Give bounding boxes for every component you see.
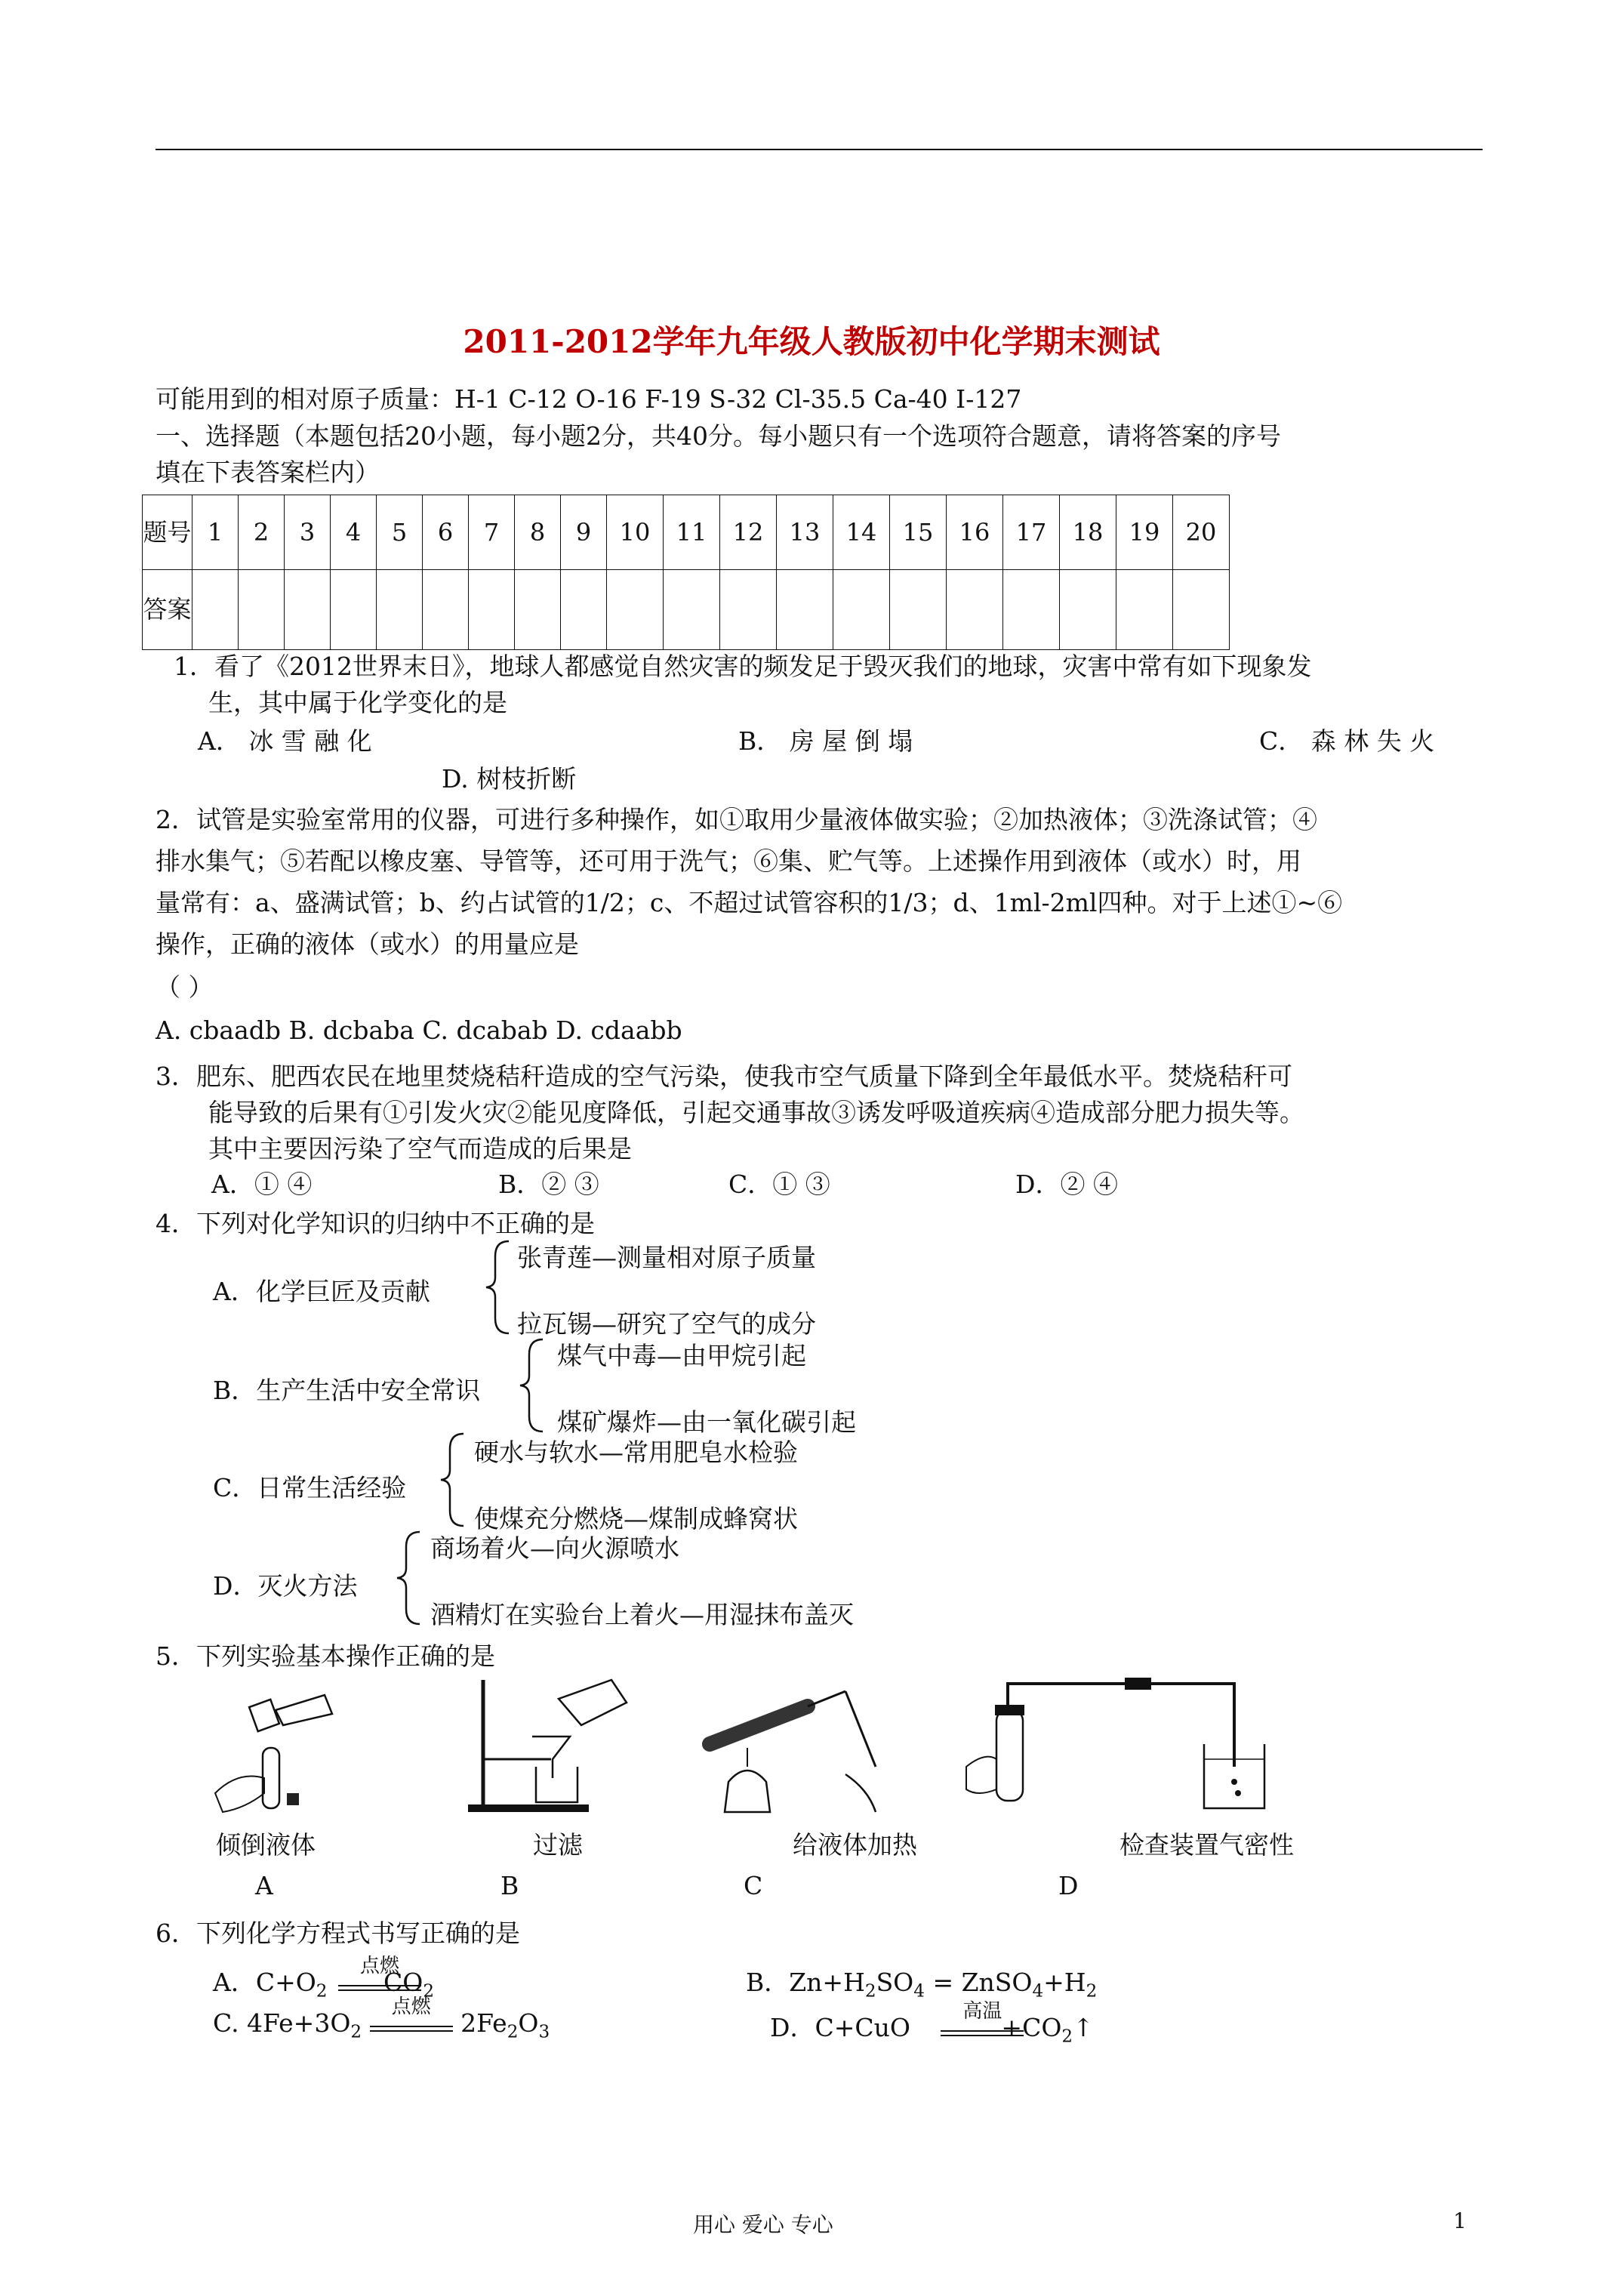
q5-letter-c: C bbox=[744, 1871, 763, 1900]
answer-cell[interactable] bbox=[423, 570, 469, 650]
q5-caption-c: 给液体加热 bbox=[793, 1830, 917, 1860]
q4-option-d-label: D．灭火方法 bbox=[213, 1571, 358, 1601]
q6-option-d: D．C+CuO 高温 $+CO_2↑$ bbox=[770, 2008, 1094, 2047]
q3-stem-cont: 其中主要因污染了空气而造成的后果是 bbox=[208, 1134, 632, 1163]
answer-cell[interactable] bbox=[1173, 570, 1230, 650]
q5-caption-a: 倾倒液体 bbox=[216, 1830, 316, 1860]
footer-slogan: 用心 爱心 专心 bbox=[693, 2212, 833, 2237]
q5-letter-b: B bbox=[500, 1871, 519, 1900]
question-number: 10 bbox=[607, 495, 664, 570]
question-number: 5 bbox=[377, 495, 423, 570]
airtightness-check-figure bbox=[962, 1676, 1280, 1820]
q5-caption-b: 过滤 bbox=[533, 1830, 583, 1860]
answer-cell[interactable] bbox=[947, 570, 1003, 650]
question-number: 15 bbox=[890, 495, 947, 570]
pouring-liquid-figure bbox=[192, 1680, 343, 1816]
q4-option-a-label: A．化学巨匠及贡献 bbox=[213, 1277, 430, 1306]
q1-stem: 1．看了《2012世界末日》，地球人都感觉自然灾害的频发足于毁灭我们的地球，灾害中常有如下现象发 bbox=[174, 652, 1312, 681]
q1-option-b: B． 房 屋 倒 塌 bbox=[738, 726, 913, 756]
question-number: 14 bbox=[833, 495, 890, 570]
filtration-figure bbox=[468, 1672, 642, 1816]
q1-option-a: A． 冰 雪 融 化 bbox=[198, 726, 372, 756]
q5-caption-d: 检查装置气密性 bbox=[1119, 1830, 1294, 1860]
q4-option-a-item1: 张青莲—测量相对原子质量 bbox=[517, 1243, 816, 1272]
answer-cell[interactable] bbox=[377, 570, 423, 650]
header-rule bbox=[156, 149, 1483, 150]
answer-cell[interactable] bbox=[1060, 570, 1116, 650]
q1-stem-cont: 生，其中属于化学变化的是 bbox=[208, 688, 507, 717]
q4-option-c-item2: 使煤充分燃烧—煤制成蜂窝状 bbox=[474, 1504, 798, 1533]
q1-option-c: C． 森 林 失 火 bbox=[1259, 726, 1435, 756]
answer-cell[interactable] bbox=[890, 570, 947, 650]
section1-instruction-cont: 填在下表答案栏内） bbox=[156, 458, 380, 487]
q6-stem: 6．下列化学方程式书写正确的是 bbox=[156, 1918, 520, 1948]
question-number: 7 bbox=[469, 495, 515, 570]
q4-option-d-item1: 商场着火—向火源喷水 bbox=[430, 1533, 679, 1563]
question-number: 9 bbox=[561, 495, 607, 570]
question-number: 3 bbox=[285, 495, 331, 570]
answer-table bbox=[142, 495, 1230, 650]
answer-cell[interactable] bbox=[1116, 570, 1173, 650]
brace-icon bbox=[438, 1431, 468, 1529]
row-header-number: 题号 bbox=[143, 495, 192, 570]
q4-option-a-item2: 拉瓦锡—研究了空气的成分 bbox=[517, 1309, 816, 1339]
question-number: 17 bbox=[1003, 495, 1060, 570]
q3-stem-cont: 能导致的后果有①引发火灾②能见度降低，引起交通事故③诱发呼吸道疾病④造成部分肥力损失等。 bbox=[208, 1098, 1304, 1127]
answer-cell[interactable] bbox=[1003, 570, 1060, 650]
q3-option-d: D．② ④ bbox=[1015, 1170, 1118, 1199]
q5-letter-a: A bbox=[255, 1871, 273, 1900]
q6-option-c: C. $4Fe+3O_2$ 点燃 $2Fe_2O_3$ bbox=[213, 2008, 550, 2042]
page-title: 2011-2012学年九年级人教版初中化学期末测试 bbox=[463, 323, 1160, 360]
question-number: 11 bbox=[664, 495, 720, 570]
q4-option-d-item2: 酒精灯在实验台上着火—用湿抹布盖灭 bbox=[430, 1600, 854, 1629]
q1-option-d: D. 树枝折断 bbox=[442, 764, 577, 794]
question-number: 8 bbox=[515, 495, 561, 570]
q6-option-b: B．$Zn+H_2SO_4$ = $ZnSO_4+H_2$ bbox=[746, 1968, 1098, 2002]
q4-option-c-item1: 硬水与软水—常用肥皂水检验 bbox=[474, 1438, 798, 1467]
q4-option-b-item1: 煤气中毒—由甲烷引起 bbox=[557, 1341, 806, 1370]
answer-cell[interactable] bbox=[239, 570, 285, 650]
q2-stem-cont: 排水集气；⑤若配以橡皮塞、导管等，还可用于洗气；⑥集、贮气等。上述操作用到液体（或水）时，用 bbox=[156, 846, 1301, 876]
question-number: 16 bbox=[947, 495, 1003, 570]
reaction-condition: 点燃 bbox=[391, 1996, 431, 2018]
section1-instruction: 一、选择题（本题包括20小题，每小题2分，共40分。每小题只有一个选项符合题意，请将答案的序号 bbox=[156, 421, 1281, 451]
reaction-condition: 点燃 bbox=[359, 1955, 399, 1977]
q6-option-a: A．$C+O_2$ 点燃 $CO_2$ bbox=[213, 1963, 434, 2002]
brace-icon bbox=[394, 1529, 424, 1627]
answer-cell[interactable] bbox=[607, 570, 664, 650]
page-number: 1 bbox=[1453, 2208, 1467, 2233]
q2-stem-cont: 操作，正确的液体（或水）的用量应是 bbox=[156, 929, 579, 959]
q4-option-c-label: C．日常生活经验 bbox=[213, 1473, 407, 1502]
q3-option-a: A．① ④ bbox=[211, 1170, 313, 1199]
q2-stem-cont: 量常有：a、盛满试管；b、约占试管的1/2；c、不超过试管容积的1/3；d、1ml-2ml四种。对于上述①~⑥ bbox=[156, 888, 1343, 917]
q4-option-b-item2: 煤矿爆炸—由一氧化碳引起 bbox=[557, 1407, 856, 1437]
answer-cell[interactable] bbox=[561, 570, 607, 650]
answer-cell[interactable] bbox=[833, 570, 890, 650]
heating-liquid-figure bbox=[694, 1676, 891, 1820]
row-header-answer: 答案 bbox=[143, 570, 192, 650]
atomic-mass-line: 可能用到的相对原子质量：H-1 C-12 O-16 F-19 S-32 Cl-35.5 Ca-40 I-127 bbox=[156, 384, 1022, 414]
answer-cell[interactable] bbox=[285, 570, 331, 650]
question-number: 20 bbox=[1173, 495, 1230, 570]
q5-stem: 5．下列实验基本操作正确的是 bbox=[156, 1641, 495, 1671]
brace-icon bbox=[483, 1238, 513, 1336]
table-row-numbers bbox=[143, 495, 1230, 570]
question-number: 6 bbox=[423, 495, 469, 570]
q5-letter-d: D bbox=[1058, 1871, 1079, 1900]
answer-cell[interactable] bbox=[720, 570, 777, 650]
answer-cell[interactable] bbox=[777, 570, 833, 650]
gas-arrow-icon: ↑ bbox=[1073, 2013, 1094, 2042]
brace-icon bbox=[517, 1336, 547, 1435]
answer-cell[interactable] bbox=[331, 570, 377, 650]
q2-options: A. cbaadb B. dcbaba C. dcabab D. cdaabb bbox=[156, 1015, 682, 1045]
question-number: 4 bbox=[331, 495, 377, 570]
q4-stem: 4．下列对化学知识的归纳中不正确的是 bbox=[156, 1209, 595, 1238]
q2-stem: 2．试管是实验室常用的仪器，可进行多种操作，如①取用少量液体做实验；②加热液体；③洗涤试管；④ bbox=[156, 805, 1317, 834]
answer-cell[interactable] bbox=[469, 570, 515, 650]
q3-option-c: C．① ③ bbox=[728, 1170, 830, 1199]
q3-stem: 3．肥东、肥西农民在地里焚烧秸秆造成的空气污染，使我市空气质量下降到全年最低水平。焚烧秸秆可 bbox=[156, 1062, 1292, 1091]
q3-option-b: B．② ③ bbox=[498, 1170, 599, 1199]
q4-option-b-label: B．生产生活中安全常识 bbox=[213, 1376, 481, 1405]
answer-cell[interactable] bbox=[515, 570, 561, 650]
question-number: 2 bbox=[239, 495, 285, 570]
answer-cell[interactable] bbox=[192, 570, 239, 650]
table-row-answers bbox=[143, 570, 1230, 650]
q2-answer-paren: （ ） bbox=[156, 972, 214, 1002]
question-number: 18 bbox=[1060, 495, 1116, 570]
answer-cell[interactable] bbox=[664, 570, 720, 650]
question-number: 12 bbox=[720, 495, 777, 570]
question-number: 13 bbox=[777, 495, 833, 570]
question-number: 19 bbox=[1116, 495, 1173, 570]
reaction-condition: 高温 bbox=[962, 2000, 1002, 2023]
question-number: 1 bbox=[192, 495, 239, 570]
